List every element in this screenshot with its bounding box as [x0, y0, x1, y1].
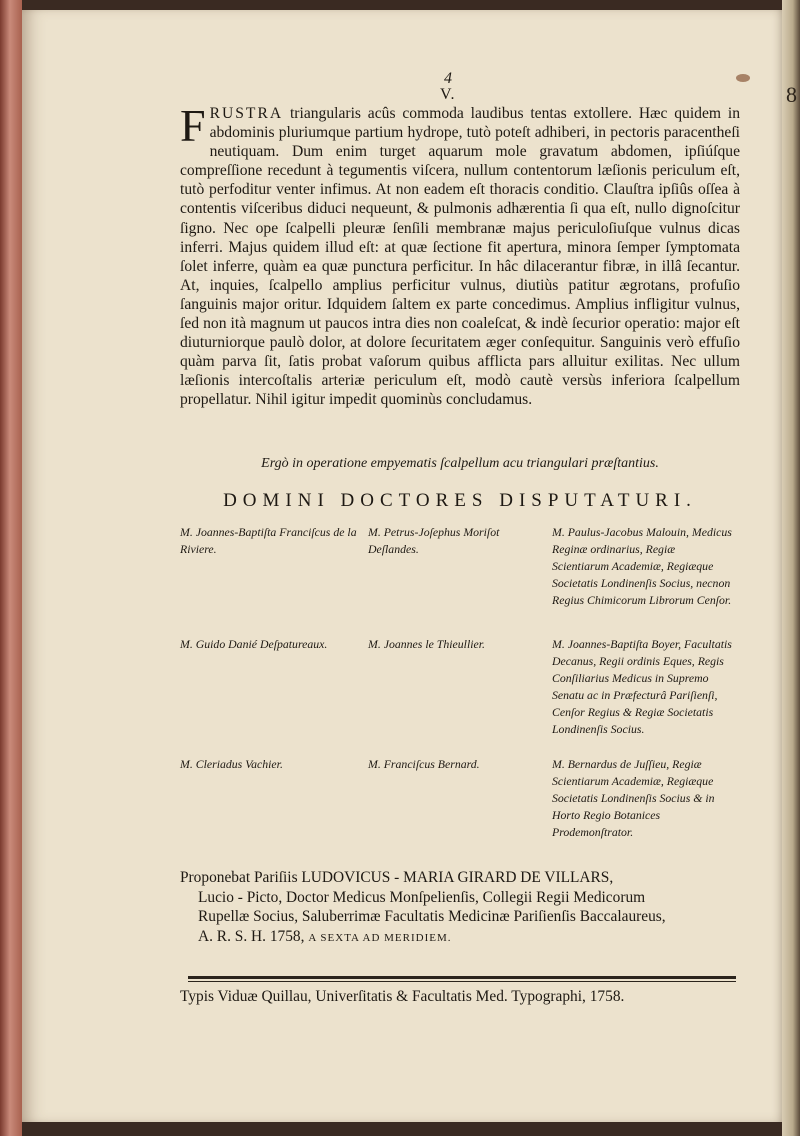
doctor-entry: M. Bernardus de Juſſieu, Regiæ Scientiarum Academiæ, Regiæque Societatis Londinenſis Socius & in Horto Regio Botanices Prodemonſtrator. — [552, 757, 715, 839]
body-paragraph — [180, 100, 740, 410]
doctors-row — [180, 636, 740, 756]
doctors-row — [180, 756, 740, 852]
page-edge — [782, 0, 800, 1136]
footer-rule — [188, 976, 736, 979]
footer-rule-thin — [188, 981, 736, 982]
printer-imprint: Typis Viduæ Quillau, Univerſitatis & Facultatis Med. Typographi, 1758. — [180, 988, 625, 1005]
first-word: RUSTRA — [209, 105, 284, 122]
doctor-entry: M. Joannes le Thieullier. — [368, 637, 485, 651]
section-number: V. — [440, 86, 456, 103]
proponebat-time: A SEXTA AD MERIDIEM. — [308, 931, 452, 944]
drop-cap: F — [180, 100, 206, 151]
proponebat-line: Lucio - Picto, Doctor Medicus Monſpelienſis, Collegii Regii Medicorum — [198, 888, 646, 906]
doctor-entry: M. Franciſcus Bernard. — [368, 757, 480, 771]
proponebat-date-line — [180, 927, 740, 949]
doctors-table — [180, 524, 740, 852]
margin-glyph: 8 — [786, 82, 797, 107]
doctor-entry: M. Joannes-Baptiſta Franciſcus de la Riviere. — [180, 525, 357, 556]
proponebat-date: A. R. S. H. 1758, — [198, 927, 305, 945]
doctor-entry: M. Paulus-Jacobus Malouin, Medicus Reginæ ordinarius, Regiæ Scientiarum Academiæ, Regiæque Societatis Londinenſis Socius, necnon Regius Chimicorum Librorum Cenſor. — [552, 525, 732, 607]
doctor-entry: M. Guido Danié Deſpatureaux. — [180, 637, 328, 651]
conclusion-line: Ergò in operatione empyematis ſcalpellum acu triangulari præſtantius. — [261, 456, 659, 471]
proponebat-line: Proponebat Pariſiis LUDOVICUS - MARIA GIRARD DE VILLARS, — [180, 869, 614, 886]
page-mark: 4 — [444, 70, 452, 87]
ink-smudge — [736, 74, 750, 82]
body-text: triangularis acûs commoda laudibus tentas extollere. Hæc quidem in abdominis pluriumque partium hydrope, tutò poteſt adhiberi, in pectoris paracentheſi neutiquam. Dum enim turget aquarum mole gravatum abdomen, ipſiúſque compreſſione recedunt à tegumentis viſcera, nullum contentorum læſionis periculum eſt, tutò perfoditur venter infimus. At non eadem eſt thoracis conditio. Clauſtra ipſiûs oſſea à contentis viſceribus diduci nequeunt, & pulmonis adhærentia ſi qua eſt, nullo dignoſcitur ſigno. Nec ope ſcalpelli pleuræ ſenſili membranæ majus periculoſiuſque vulnus dicas inferri. Majus quidem illud eſt: at quæ ſectione fit apertura, minora ſemper ſymptomata ſolet inferre, quàm ea quæ punctura perficitur. In hâc dilacerantur fibræ, in illâ ſecantur. At, inquies, ſcalpello amplius perficitur vulnus, diutiùs patitur ægrotans, profuſio ſanguinis major oritur. Idquidem ſaltem ex parte concedimus. Amplius infligitur vulnus, ſed non ità magnum ut paucos intra dies non coaleſcat, & indè ſecurior operatio: major eſt diuturniorque paulò dolor, at dolore ſecuritatem æger conſequitur. Sanguinis verò effuſio quàm parva ſit, ſatis probat vaſorum quibus afflicta pars alluitur exilitas. Nec ullum læſionis intercoſtalis arteriæ periculum eſt, modò cautè versùs inferiora ſcalpellum propellatur. Nihil igitur impedit quominùs concludamus. — [180, 105, 740, 409]
proponebat-block — [180, 868, 740, 948]
doctor-entry: M. Petrus-Joſephus Moriſot Deſlandes. — [368, 525, 500, 556]
doctors-row — [180, 524, 740, 636]
proponebat-line: Rupellæ Socius, Saluberrimæ Facultatis Medicinæ Pariſienſis Baccalaureus, — [198, 908, 666, 925]
book-binding — [0, 0, 22, 1136]
doctors-heading: DOMINI DOCTORES DISPUTATURI. — [223, 490, 697, 511]
doctor-entry: M. Joannes-Baptiſta Boyer, Facultatis Decanus, Regii ordinis Eques, Regis Conſiliarius Medicus in Supremo Senatu ac in Præfecturâ Pariſienſi, Cenſor Regius & Regiæ Societatis Londinenſis Socius. — [552, 637, 732, 736]
doctor-entry: M. Cleriadus Vachier. — [180, 757, 283, 771]
